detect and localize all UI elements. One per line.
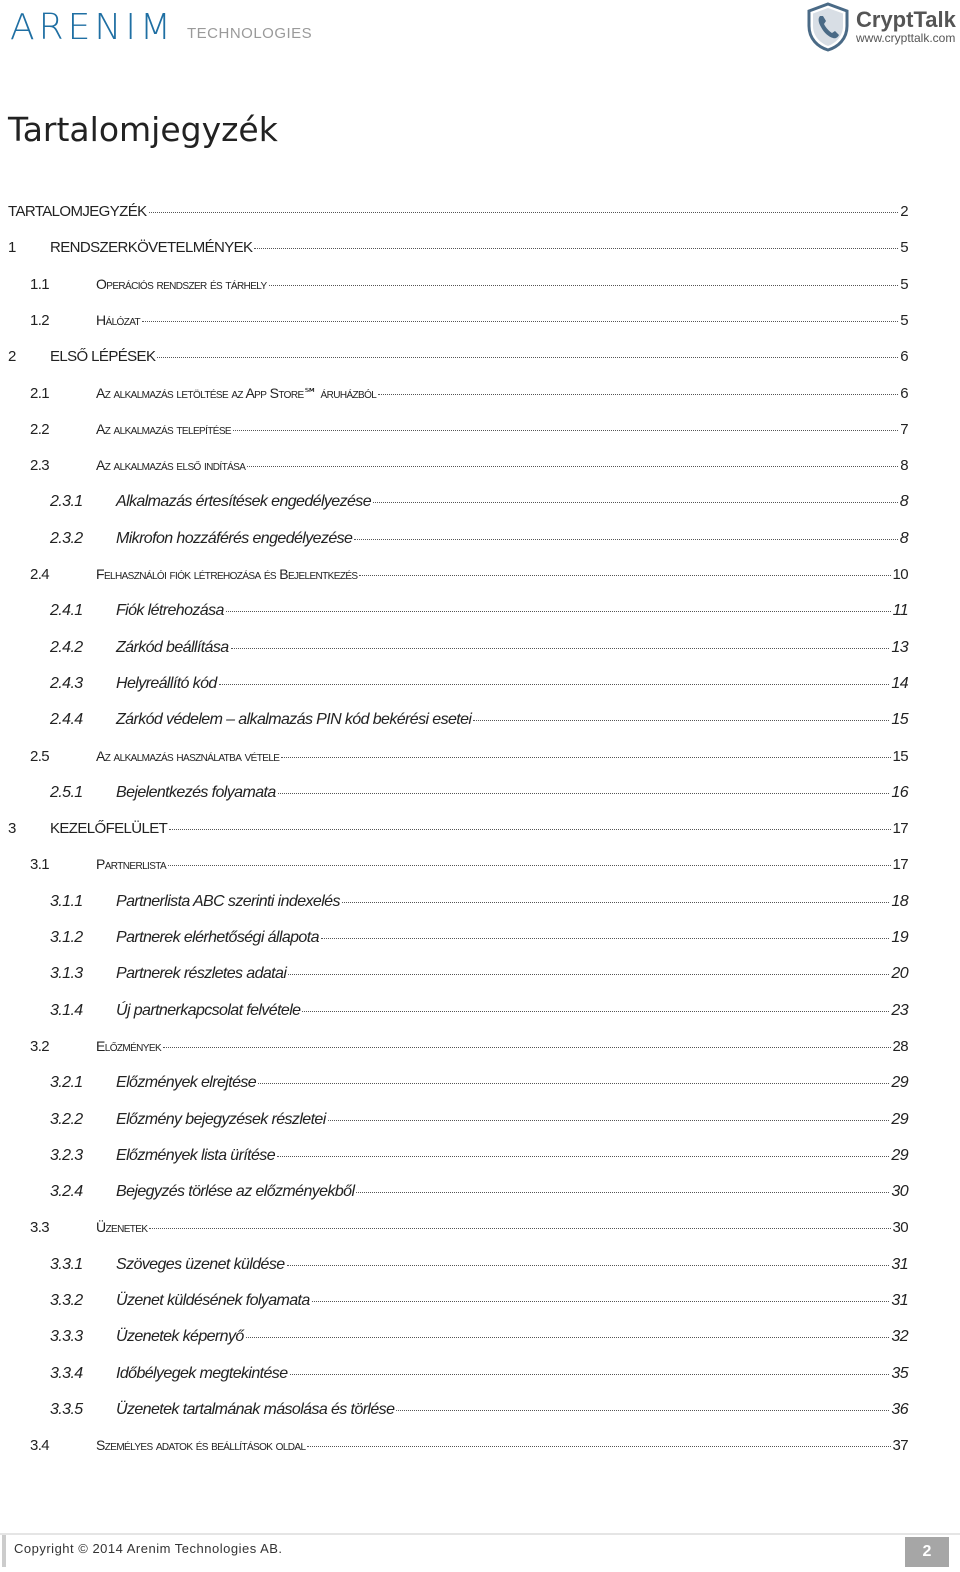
toc-entry-page: 18 [891, 893, 908, 910]
toc-leader-dots [307, 1446, 890, 1447]
arenim-logo [10, 7, 313, 48]
toc-entry-number: 2 [8, 348, 16, 365]
toc-entry-number: 3.3.3 [50, 1328, 83, 1345]
toc-leader-dots [290, 1374, 890, 1375]
toc-entry-page: 10 [892, 566, 908, 583]
footer-divider [0, 1533, 960, 1535]
arenim-logo-text: ARENIM [10, 7, 175, 48]
toc-entry-page: 36 [891, 1401, 908, 1418]
toc-entry-title: Szöveges üzenet küldése [116, 1256, 285, 1273]
toc-leader-dots [312, 1301, 890, 1302]
toc-entry-page: 16 [891, 784, 908, 801]
toc-leader-dots [269, 285, 899, 286]
toc-entry-number: 2.4.2 [50, 639, 83, 656]
toc-entry-title: Előzmények lista ürítése [116, 1147, 276, 1164]
toc-leader-dots [473, 720, 889, 721]
shield-phone-icon [806, 2, 850, 52]
toc-entry-title: Bejegyzés törlése az előzményekből [116, 1183, 355, 1200]
toc-entry[interactable] [0, 1002, 960, 1026]
toc-entry-page: 23 [891, 1002, 908, 1019]
toc-entry-number: 3.3.2 [50, 1292, 83, 1309]
toc-entry-page: 8 [899, 493, 908, 510]
page-header [0, 0, 960, 60]
toc-entry-number: 3.2 [30, 1038, 50, 1055]
toc-entry-number: 3 [8, 820, 16, 837]
toc-entry[interactable] [0, 421, 960, 445]
toc-entry[interactable] [0, 203, 960, 227]
toc-entry-title: KEZELŐFELÜLET [50, 820, 168, 837]
toc-entry-number: 3.1.2 [50, 929, 83, 946]
toc-entry-title: Időbélyegek megtekintése [116, 1365, 288, 1382]
toc-entry[interactable] [0, 675, 960, 699]
toc-entry-title: Az alkalmazás telepítése [96, 421, 231, 437]
toc-entry[interactable] [0, 711, 960, 735]
toc-entry[interactable] [0, 1147, 960, 1171]
toc-entry-title: Partnerlista ABC szerinti indexelés [116, 893, 340, 910]
toc-entry-number: 3.3 [30, 1219, 50, 1236]
toc-entry[interactable] [0, 820, 960, 844]
toc-entry-page: 6 [900, 348, 908, 365]
toc-entry-page: 29 [891, 1111, 908, 1128]
page-footer [0, 1533, 960, 1572]
toc-leader-dots [149, 1228, 890, 1229]
toc-entry[interactable] [0, 385, 960, 409]
toc-leader-dots [254, 248, 898, 249]
toc-entry[interactable] [0, 893, 960, 917]
toc-leader-dots [149, 212, 899, 213]
toc-entry-number: 3.1 [30, 856, 50, 873]
toc-entry-page: 15 [892, 748, 908, 765]
toc-leader-dots [281, 757, 890, 758]
toc-entry-page: 19 [891, 929, 908, 946]
toc-entry[interactable] [0, 457, 960, 481]
toc-entry-number: 2.1 [30, 385, 50, 402]
toc-leader-dots [226, 611, 891, 612]
toc-entry[interactable] [0, 965, 960, 989]
toc-entry[interactable] [0, 1038, 960, 1062]
toc-entry-title: Zárkód beállítása [116, 639, 229, 656]
toc-entry-number: 2.4.1 [50, 602, 83, 619]
toc-entry[interactable] [0, 1328, 960, 1352]
toc-entry-title: Helyreállító kód [116, 675, 217, 692]
toc-entry-title: Az alkalmazás használatba vétele [96, 748, 280, 764]
toc-entry-page: 32 [891, 1328, 908, 1345]
toc-leader-dots [356, 1192, 889, 1193]
toc-entry-number: 2.4.4 [50, 711, 83, 728]
toc-entry[interactable] [0, 602, 960, 626]
toc-entry-title: Hálózat [96, 312, 141, 328]
toc-entry-number: 3.1.4 [50, 1002, 83, 1019]
toc-leader-dots [359, 575, 890, 576]
toc-entry-page: 13 [891, 639, 908, 656]
toc-entry-number: 3.2.2 [50, 1111, 83, 1128]
toc-entry-title: Zárkód védelem – alkalmazás PIN kód bekérési esetei [116, 711, 472, 728]
toc-entry[interactable] [0, 1111, 960, 1135]
toc-entry-page: 5 [900, 276, 908, 293]
toc-entry[interactable] [0, 530, 960, 554]
toc-entry-page: 14 [891, 675, 908, 692]
toc-entry[interactable] [0, 1437, 960, 1461]
toc-leader-dots [396, 1410, 889, 1411]
toc-leader-dots [231, 648, 890, 649]
toc-leader-dots [354, 539, 897, 540]
toc-leader-dots [328, 1120, 890, 1121]
toc-entry-page: 20 [891, 965, 908, 982]
toc-entry-title: Személyes adatok és beállítások oldal [96, 1437, 306, 1453]
toc-entry[interactable] [0, 348, 960, 372]
toc-entry[interactable] [0, 639, 960, 663]
toc-leader-dots [142, 321, 898, 322]
toc-entry-number: 3.2.3 [50, 1147, 83, 1164]
toc-entry-page: 17 [892, 820, 908, 837]
toc-entry-page: 28 [892, 1038, 908, 1055]
toc-leader-dots [378, 394, 898, 395]
toc-entry-page: 31 [891, 1256, 908, 1273]
copyright-text: Copyright © 2014 Arenim Technologies AB. [14, 1541, 283, 1556]
toc-entry-number: 2.4 [30, 566, 50, 583]
toc-entry[interactable] [0, 1074, 960, 1098]
toc-leader-dots [168, 865, 890, 866]
toc-entry-page: 35 [891, 1365, 908, 1382]
toc-entry-number: 1 [8, 239, 16, 256]
toc-entry[interactable] [0, 1401, 960, 1425]
toc-entry[interactable] [0, 1256, 960, 1280]
toc-entry-number: 2.5 [30, 748, 50, 765]
toc-entry-number: 1.1 [30, 276, 50, 293]
toc-entry[interactable] [0, 1292, 960, 1316]
page-number: 2 [905, 1537, 949, 1567]
toc-leader-dots [342, 902, 890, 903]
toc-entry-title: Új partnerkapcsolat felvétele [116, 1002, 301, 1019]
toc-leader-dots [233, 430, 898, 431]
toc-entry-page: 5 [900, 239, 908, 256]
toc-entry-title: Partnerek elérhetőségi állapota [116, 929, 319, 946]
toc-entry-title: Előzmény bejegyzések részletei [116, 1111, 326, 1128]
crypttalk-name: CryptTalk [856, 7, 956, 32]
toc-entry[interactable] [0, 784, 960, 808]
toc-entry-number: 3.2.4 [50, 1183, 83, 1200]
toc-entry-title: Üzenetek tartalmának másolása és törlése [116, 1401, 395, 1418]
toc-entry-number: 2.3 [30, 457, 50, 474]
crypttalk-logo [806, 2, 956, 52]
toc-entry-number: 1.2 [30, 312, 50, 329]
toc-entry-title: ELSŐ LÉPÉSEK [50, 348, 156, 365]
toc-entry-page: 30 [891, 1183, 908, 1200]
toc-entry-page: 5 [900, 312, 908, 329]
footer-accent-bar [2, 1535, 6, 1567]
toc-entry-title: Fiók létrehozása [116, 602, 224, 619]
toc-leader-dots [219, 684, 890, 685]
toc-entry-page: 2 [900, 203, 908, 220]
toc-leader-dots [258, 1083, 889, 1084]
toc-entry-title: Előzmények elrejtése [116, 1074, 257, 1091]
toc-entry-page: 15 [891, 711, 908, 728]
toc-entry-title: Az alkalmazás letöltése az App Store℠ áruházból [96, 385, 377, 401]
toc-entry-number: 3.4 [30, 1437, 50, 1454]
toc-entry-number: 3.2.1 [50, 1074, 83, 1091]
toc-leader-dots [157, 357, 898, 358]
toc-entry[interactable] [0, 239, 960, 263]
page-title: Tartalomjegyzék [8, 110, 278, 149]
toc-entry-title: Bejelentkezés folyamata [116, 784, 276, 801]
toc-entry-title: Partnerlista [96, 856, 167, 872]
toc-leader-dots [247, 466, 898, 467]
toc-leader-dots [287, 1265, 890, 1266]
toc-entry-page: 17 [892, 856, 908, 873]
toc-leader-dots [277, 1156, 889, 1157]
toc-entry-title: Operációs rendszer és tárhely [96, 276, 267, 292]
toc-entry-title: Az alkalmazás első indítása [96, 457, 246, 473]
toc-entry-title: Üzenetek [96, 1219, 148, 1235]
toc-entry-number: 3.1.3 [50, 965, 83, 982]
toc-entry-page: 29 [891, 1074, 908, 1091]
toc-entry-title: Partnerek részletes adatai [116, 965, 287, 982]
toc-entry[interactable] [0, 1365, 960, 1389]
toc-entry-page: 8 [899, 530, 908, 547]
toc-entry-number: 2.4.3 [50, 675, 83, 692]
toc-entry[interactable] [0, 856, 960, 880]
arenim-logo-subtitle: TECHNOLOGIES [187, 25, 313, 42]
toc-entry[interactable] [0, 493, 960, 517]
toc-leader-dots [169, 829, 890, 830]
toc-leader-dots [288, 974, 889, 975]
toc-leader-dots [246, 1337, 890, 1338]
toc-entry-title: TARTALOMJEGYZÉK [8, 203, 147, 220]
toc-leader-dots [321, 938, 890, 939]
toc-leader-dots [163, 1047, 890, 1048]
toc-entry-page: 29 [891, 1147, 908, 1164]
toc-entry-page: 30 [892, 1219, 908, 1236]
toc-entry[interactable] [0, 748, 960, 772]
toc-entry[interactable] [0, 276, 960, 300]
toc-entry[interactable] [0, 1219, 960, 1243]
toc-entry-title: RENDSZERKÖVETELMÉNYEK [50, 239, 253, 256]
toc-entry-title: Mikrofon hozzáférés engedélyezése [116, 530, 353, 547]
toc-entry-page: 37 [892, 1437, 908, 1454]
toc-entry[interactable] [0, 1183, 960, 1207]
toc-leader-dots [278, 793, 890, 794]
toc-entry-number: 3.3.5 [50, 1401, 83, 1418]
toc-entry-page: 31 [891, 1292, 908, 1309]
toc-entry-page: 7 [900, 421, 908, 438]
toc-entry[interactable] [0, 929, 960, 953]
toc-entry-number: 3.3.4 [50, 1365, 83, 1382]
toc-entry-title: Alkalmazás értesítések engedélyezése [116, 493, 371, 510]
toc-entry-page: 11 [892, 602, 908, 619]
toc-entry[interactable] [0, 566, 960, 590]
toc-entry-number: 3.3.1 [50, 1256, 83, 1273]
crypttalk-url: www.crypttalk.com [856, 31, 956, 45]
toc-entry-number: 2.2 [30, 421, 50, 438]
toc-entry-number: 2.5.1 [50, 784, 83, 801]
toc-entry[interactable] [0, 312, 960, 336]
toc-entry-number: 2.3.2 [50, 530, 83, 547]
toc-entry-title: Előzmények [96, 1038, 162, 1054]
toc-entry-title: Felhasználói fiók létrehozása és Bejelentkezés [96, 566, 358, 582]
toc-leader-dots [302, 1011, 889, 1012]
toc-entry-page: 8 [900, 457, 908, 474]
toc-entry-page: 6 [900, 385, 908, 402]
toc-entry-title: Üzenetek képernyő [116, 1328, 244, 1345]
toc-leader-dots [373, 502, 898, 503]
toc-entry-number: 3.1.1 [50, 893, 83, 910]
toc-entry-title: Üzenet küldésének folyamata [116, 1292, 310, 1309]
toc-entry-number: 2.3.1 [50, 493, 83, 510]
